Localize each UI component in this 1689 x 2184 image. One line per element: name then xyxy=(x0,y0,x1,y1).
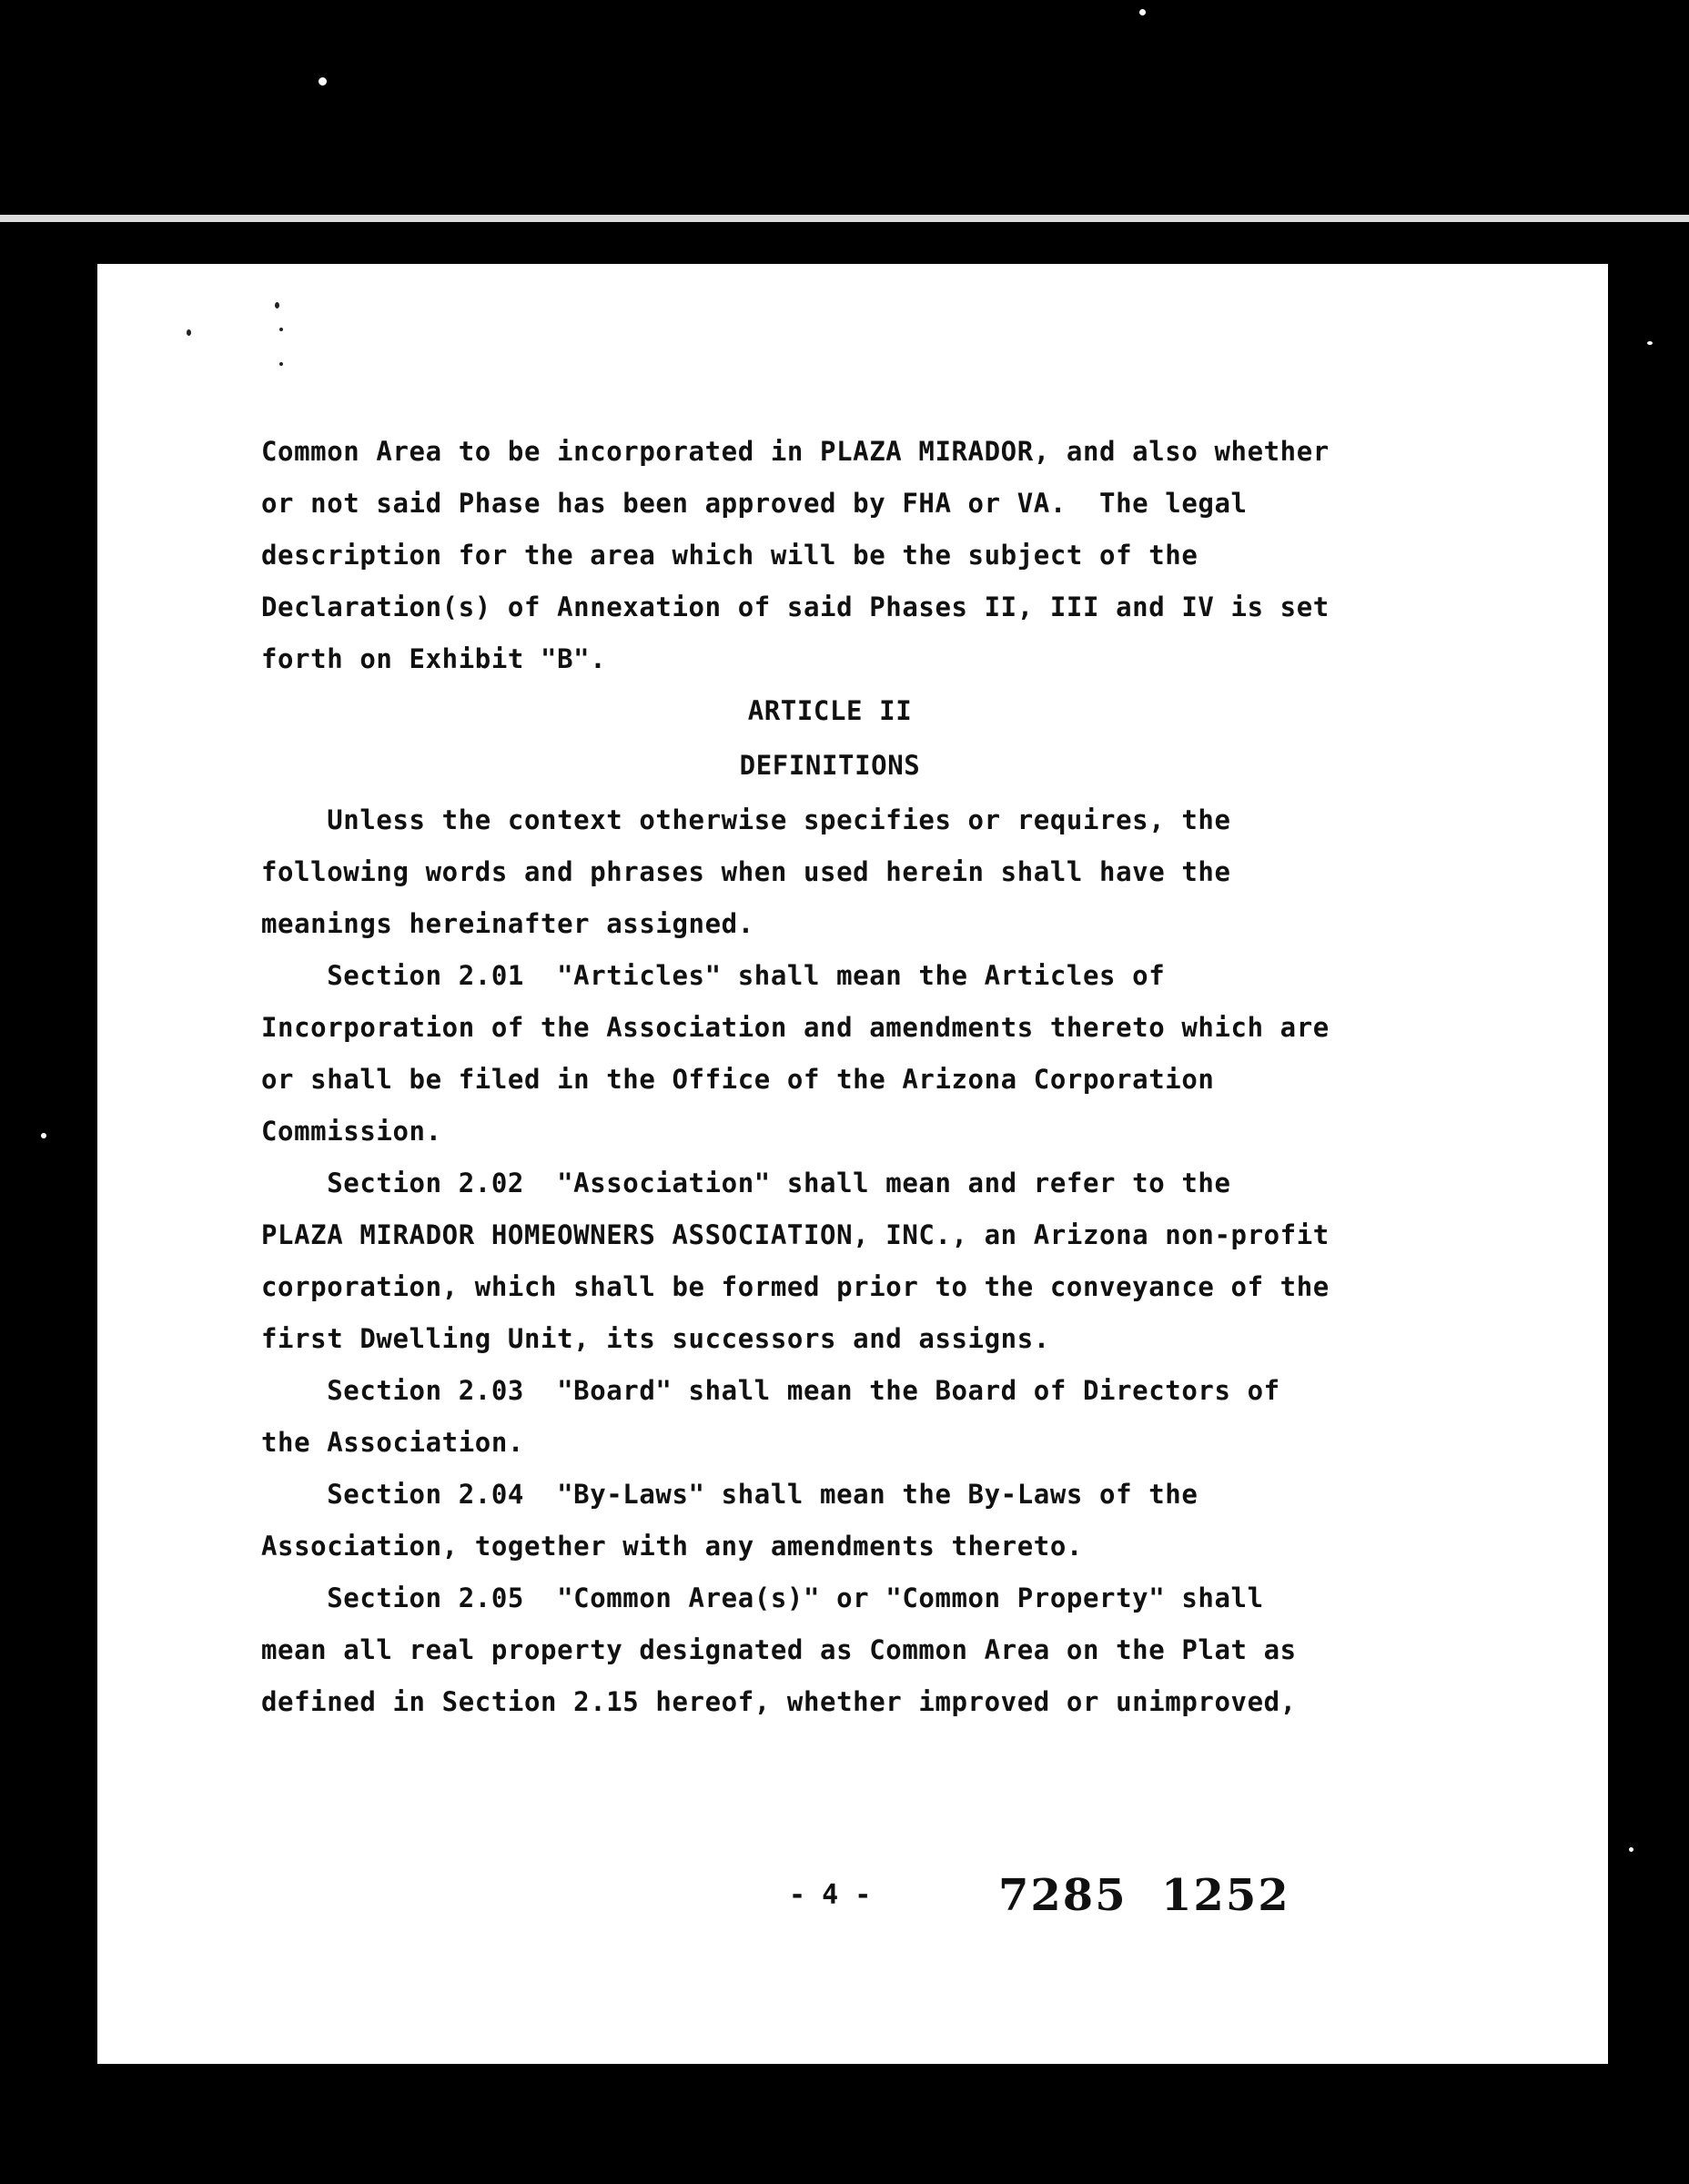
text-line: description for the area which will be the subject of the xyxy=(261,540,1198,571)
text-line: Section 2.04 "By-Laws" shall mean the By-Laws of the xyxy=(261,1479,1198,1510)
text-line: Section 2.01 "Articles" shall mean the Articles of xyxy=(261,960,1166,991)
text-line: Common Area to be incorporated in PLAZA MIRADOR, and also whether xyxy=(261,436,1330,467)
text-line: the Association. xyxy=(261,1427,524,1458)
text-line: Declaration(s) of Annexation of said Phases II, III and IV is set xyxy=(261,592,1330,622)
text-line: Section 2.02 "Association" shall mean and refer to the xyxy=(261,1168,1231,1198)
text-line: or shall be filed in the Office of the Arizona Corporation xyxy=(261,1064,1215,1095)
text-line: Section 2.03 "Board" shall mean the Board of Directors of xyxy=(261,1375,1280,1406)
scan-border-top xyxy=(0,0,1689,232)
text-line: or not said Phase has been approved by FHA or VA. The legal xyxy=(261,488,1248,519)
scan-speck xyxy=(1647,341,1653,345)
text-line: Unless the context otherwise specifies or requires, the xyxy=(261,804,1231,835)
text-line: following words and phrases when used herein shall have the xyxy=(261,856,1231,887)
page-number: - 4 - xyxy=(789,1879,872,1911)
scan-speck xyxy=(1139,9,1146,15)
text-line: defined in Section 2.15 hereof, whether improved or unimproved, xyxy=(261,1686,1297,1717)
text-line: Section 2.05 "Common Area(s)" or "Common Property" shall xyxy=(261,1582,1264,1613)
page-speck xyxy=(279,328,283,331)
text-line: corporation, which shall be formed prior to the conveyance of the xyxy=(261,1271,1330,1302)
article-heading: ARTICLE II xyxy=(747,695,913,726)
scan-speck xyxy=(41,1133,46,1138)
section-title: DEFINITIONS xyxy=(739,750,921,781)
text-line: Association, together with any amendments thereto. xyxy=(261,1531,1083,1562)
document-text xyxy=(261,426,1535,1728)
text-line: Commission. xyxy=(261,1116,442,1147)
scan-speck xyxy=(1629,1847,1633,1852)
scan-speck xyxy=(319,77,327,86)
text-line: PLAZA MIRADOR HOMEOWNERS ASSOCIATION, INC., an Arizona non-profit xyxy=(261,1219,1330,1250)
page-speck xyxy=(275,302,279,308)
page-speck xyxy=(279,362,283,366)
text-line: first Dwelling Unit, its successors and assigns. xyxy=(261,1323,1050,1354)
text-line: Incorporation of the Association and amendments thereto which are xyxy=(261,1012,1330,1043)
document-page xyxy=(97,264,1608,2064)
scan-edge-line xyxy=(0,215,1689,222)
text-line: mean all real property designated as Common Area on the Plat as xyxy=(261,1634,1297,1665)
text-line: meanings hereinafter assigned. xyxy=(261,908,754,939)
document-number: 7285 1252 xyxy=(998,1870,1290,1921)
definitions-body xyxy=(261,794,1535,1728)
text-line: forth on Exhibit "B". xyxy=(261,643,607,674)
page-speck xyxy=(187,329,191,336)
